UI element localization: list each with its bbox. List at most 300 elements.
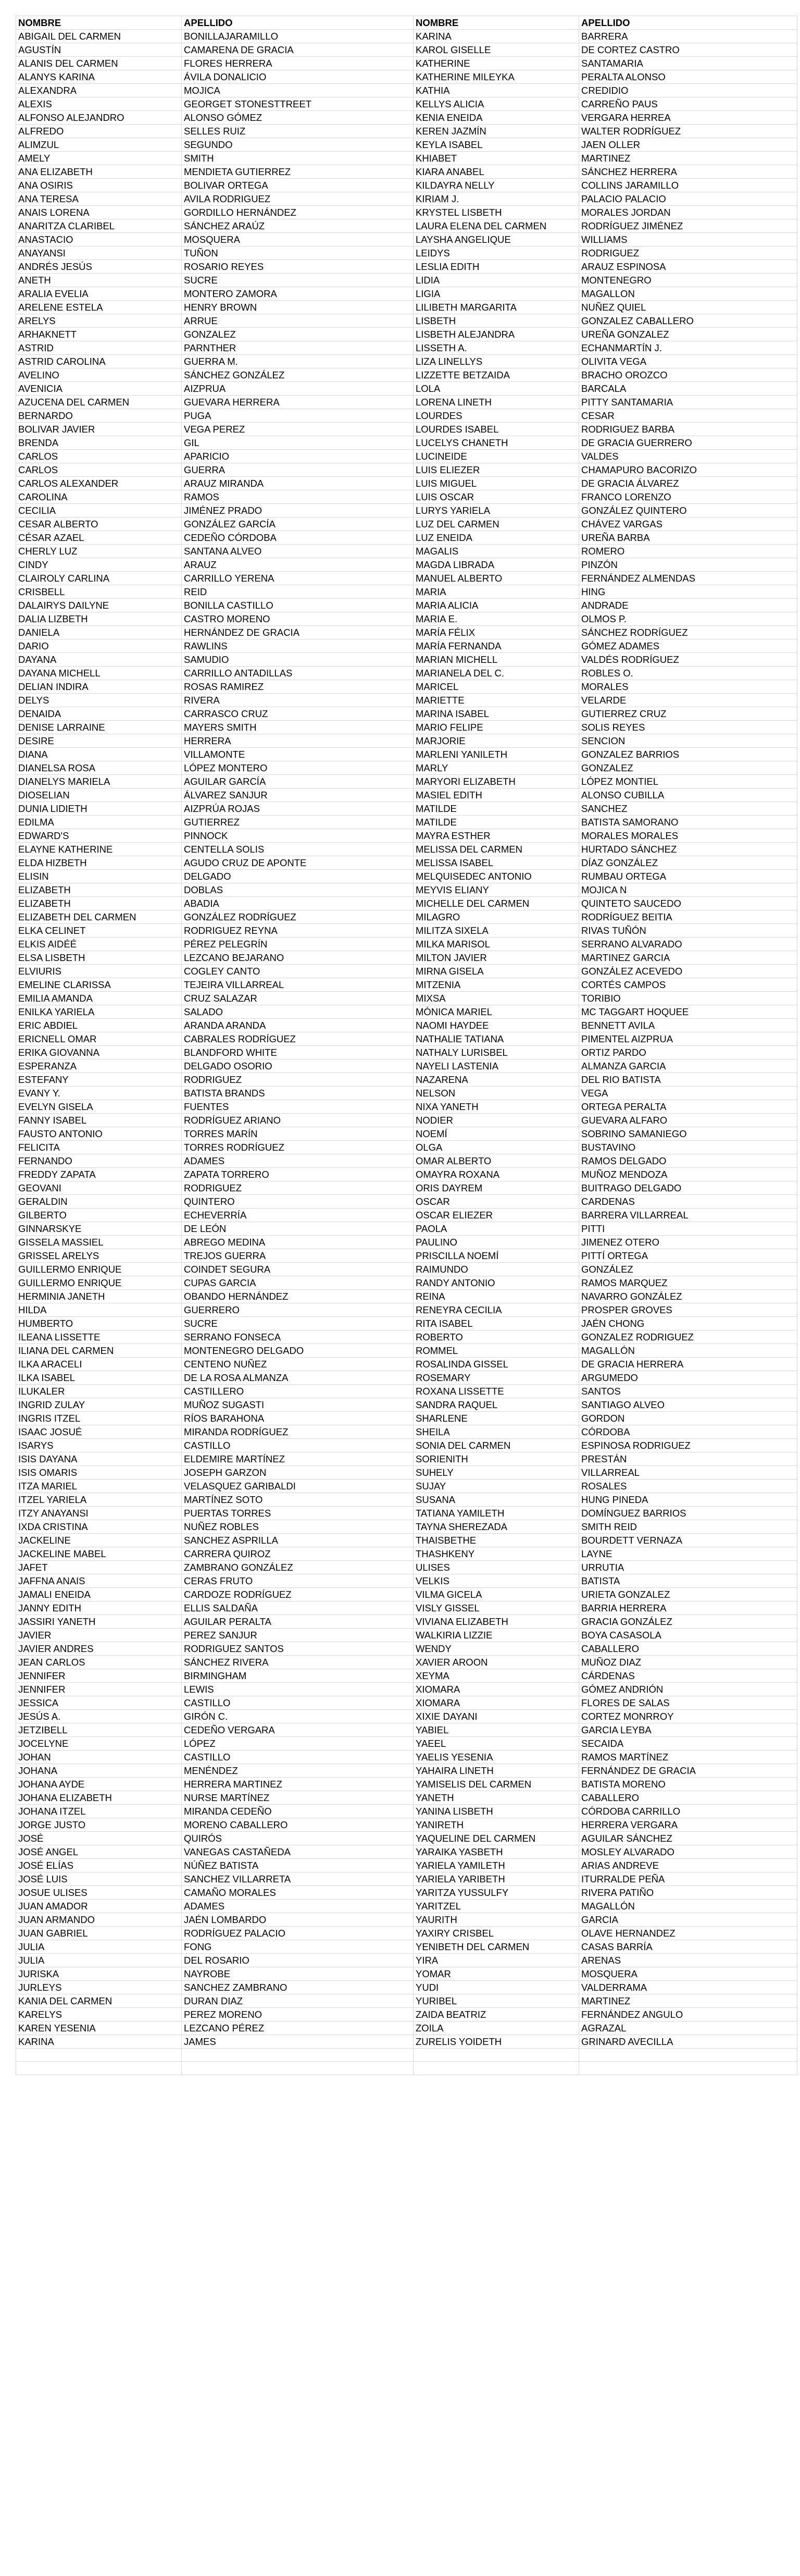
cell-apellido-right[interactable]: GÓMEZ ANDRIÓN [579,1683,797,1696]
cell-apellido-right[interactable]: SERRANO ALVARADO [579,938,797,951]
cell-apellido-right[interactable]: JAEN OLLER [579,138,797,152]
cell-apellido-right[interactable]: VALDES [579,450,797,463]
cell-nombre-left[interactable]: JOHANA ITZEL [16,1805,182,1818]
cell-apellido-left[interactable]: RODRÍGUEZ PALACIO [182,1927,414,1940]
cell-apellido-right[interactable]: GRACIA GONZÁLEZ [579,1615,797,1629]
cell-nombre-left[interactable]: AZUCENA DEL CARMEN [16,396,182,409]
cell-apellido-left[interactable]: ÁLVAREZ SANJUR [182,788,414,802]
cell-apellido-left[interactable]: VELASQUEZ GARIBALDI [182,1480,414,1493]
cell-apellido-right[interactable]: RAMOS MARQUEZ [579,1276,797,1290]
cell-apellido-right[interactable]: MAGALLON [579,287,797,301]
cell-apellido-left[interactable]: SAMUDIO [182,653,414,667]
cell-apellido-right[interactable]: ROBLES O. [579,667,797,680]
cell-apellido-right[interactable]: MOSLEY ALVARADO [579,1845,797,1859]
cell-nombre-left[interactable]: JEAN CARLOS [16,1656,182,1669]
cell-apellido-left[interactable]: DOBLAS [182,883,414,897]
cell-nombre-right[interactable]: MAGDA LIBRADA [414,558,579,572]
cell-nombre-right[interactable]: LUIS OSCAR [414,490,579,504]
cell-nombre-right[interactable]: KIRIAM J. [414,192,579,206]
cell-apellido-right[interactable]: BOURDETT VERNAZA [579,1534,797,1547]
cell-apellido-left[interactable]: SÁNCHEZ RIVERA [182,1656,414,1669]
cell-nombre-right[interactable]: NATHALY LURISBEL [414,1046,579,1059]
cell-nombre-right[interactable]: MILAGRO [414,910,579,924]
cell-apellido-left[interactable]: RODRIGUEZ SANTOS [182,1642,414,1656]
cell-nombre-right[interactable]: ROBERTO [414,1330,579,1344]
cell-nombre-left[interactable]: ANAYANSI [16,246,182,260]
cell-apellido-right[interactable]: LAYNE [579,1547,797,1561]
cell-apellido-left[interactable]: BIRMINGHAM [182,1669,414,1683]
cell-apellido-right[interactable]: GÓMEZ ADAMES [579,639,797,653]
cell-apellido-left[interactable]: CERAS FRUTO [182,1574,414,1588]
cell-apellido-right[interactable]: PIMENTEL AIZPRUA [579,1032,797,1046]
cell-nombre-right[interactable]: ORIS DAYREM [414,1181,579,1195]
cell-apellido-right[interactable]: GONZALEZ CABALLERO [579,314,797,328]
cell-nombre-left[interactable]: ESPERANZA [16,1059,182,1073]
cell-nombre-left[interactable]: JAMALI ENEIDA [16,1588,182,1601]
cell-nombre-right[interactable]: LUIS ELIEZER [414,463,579,477]
cell-nombre-left[interactable]: ANDRÉS JESÚS [16,260,182,274]
cell-apellido-left[interactable]: RODRÍGUEZ ARIANO [182,1114,414,1127]
cell-apellido-right[interactable]: CÓRDOBA [579,1425,797,1439]
cell-nombre-left[interactable]: JURISKA [16,1967,182,1981]
cell-nombre-right[interactable]: KATHIA [414,84,579,97]
cell-nombre-right[interactable]: WENDY [414,1642,579,1656]
cell-nombre-right[interactable]: THAISBETHE [414,1534,579,1547]
cell-nombre-left[interactable]: ISAAC JOSUÉ [16,1425,182,1439]
cell-apellido-left[interactable]: TEJEIRA VILLARREAL [182,978,414,992]
cell-nombre-left[interactable]: JESÚS A. [16,1710,182,1723]
cell-apellido-left[interactable]: LEZCANO PÉREZ [182,2022,414,2035]
cell-nombre-right[interactable]: OSCAR ELIEZER [414,1209,579,1222]
cell-apellido-right[interactable]: MONTENEGRO [579,274,797,287]
cell-nombre-right[interactable]: ROSALINDA GISSEL [414,1358,579,1371]
cell-nombre-left[interactable]: ANARITZA CLARIBEL [16,219,182,233]
cell-nombre-right[interactable]: ROMMEL [414,1344,579,1358]
cell-nombre-left[interactable]: JOCELYNE [16,1737,182,1751]
cell-nombre-right[interactable]: THASHKENY [414,1547,579,1561]
cell-nombre-left[interactable]: ILKA ARACELI [16,1358,182,1371]
cell-nombre-right[interactable]: REINA [414,1290,579,1303]
cell-apellido-right[interactable]: ITURRALDE PEÑA [579,1872,797,1886]
cell-apellido-right[interactable]: FLORES DE SALAS [579,1696,797,1710]
cell-apellido-left[interactable]: ALONSO GÓMEZ [182,111,414,125]
cell-apellido-right[interactable]: MORALES MORALES [579,829,797,843]
cell-apellido-right[interactable]: PITTI [579,1222,797,1236]
cell-nombre-left[interactable]: ISIS DAYANA [16,1452,182,1466]
cell-nombre-left[interactable]: JOSÉ LUIS [16,1872,182,1886]
cell-nombre-right[interactable]: TATIANA YAMILETH [414,1507,579,1520]
cell-apellido-right[interactable]: VALDERRAMA [579,1981,797,1994]
cell-nombre-right[interactable]: ROXANA LISSETTE [414,1385,579,1398]
cell-nombre-right[interactable]: LUCELYS CHANETH [414,436,579,450]
cell-apellido-left[interactable]: AIZPRÚA ROJAS [182,802,414,816]
cell-nombre-left[interactable]: JAFET [16,1561,182,1574]
cell-apellido-right[interactable]: CABALLERO [579,1642,797,1656]
cell-nombre-left[interactable]: INGRID ZULAY [16,1398,182,1412]
cell-apellido-left[interactable]: MARTÍNEZ SOTO [182,1493,414,1507]
cell-nombre-right[interactable]: MARIA [414,585,579,599]
cell-nombre-right[interactable]: MÓNICA MARIEL [414,1005,579,1019]
cell-nombre-left[interactable]: FAUSTO ANTONIO [16,1127,182,1141]
cell-apellido-left[interactable]: CEDEÑO VERGARA [182,1723,414,1737]
cell-nombre-left[interactable]: ELIZABETH [16,883,182,897]
cell-apellido-left[interactable]: SANCHEZ ZAMBRANO [182,1981,414,1994]
cell-nombre-left[interactable]: DENISE LARRAINE [16,721,182,734]
cell-nombre-left[interactable]: DALIA LIZBETH [16,612,182,626]
cell-nombre-left[interactable]: ELKIS AIDÉÉ [16,938,182,951]
cell-apellido-right[interactable]: RODRÍGUEZ BEITIA [579,910,797,924]
cell-apellido-right[interactable]: NAVARRO GONZÁLEZ [579,1290,797,1303]
cell-apellido-right[interactable]: FERNÁNDEZ ALMENDAS [579,572,797,585]
cell-nombre-right[interactable]: NATHALIE TATIANA [414,1032,579,1046]
cell-nombre-left[interactable]: ANA ELIZABETH [16,165,182,179]
cell-nombre-left[interactable]: ALEXIS [16,97,182,111]
cell-nombre-right[interactable]: MARIANELA DEL C. [414,667,579,680]
cell-nombre-left[interactable]: EVELYN GISELA [16,1100,182,1114]
cell-apellido-left[interactable]: MIRANDA RODRÍGUEZ [182,1425,414,1439]
cell-nombre-left[interactable]: EMILIA AMANDA [16,992,182,1005]
cell-apellido-left[interactable]: FONG [182,1940,414,1954]
cell-apellido-left[interactable]: DE LA ROSA ALMANZA [182,1371,414,1385]
cell-nombre-left[interactable]: GEOVANI [16,1181,182,1195]
cell-apellido-right[interactable]: WILLIAMS [579,233,797,246]
cell-apellido-right[interactable]: SÁNCHEZ HERRERA [579,165,797,179]
cell-nombre-right[interactable]: RENEYRA CECILIA [414,1303,579,1317]
cell-apellido-left[interactable]: NURSE MARTÍNEZ [182,1791,414,1805]
cell-nombre-right[interactable]: ROSEMARY [414,1371,579,1385]
cell-apellido-right[interactable]: ROMERO [579,545,797,558]
cell-apellido-left[interactable]: PUGA [182,409,414,423]
cell-nombre-right[interactable]: SHEILA [414,1425,579,1439]
cell-apellido-left[interactable]: DELGADO OSORIO [182,1059,414,1073]
cell-apellido-right[interactable]: MOSQUERA [579,1967,797,1981]
cell-nombre-left[interactable]: ERIKA GIOVANNA [16,1046,182,1059]
cell-apellido-left[interactable]: ZAMBRANO GONZÁLEZ [182,1561,414,1574]
cell-nombre-right[interactable]: MEYVIS ELIANY [414,883,579,897]
cell-apellido-right[interactable]: RIVAS TUÑÓN [579,924,797,938]
cell-nombre-left[interactable]: JENNIFER [16,1683,182,1696]
cell-nombre-right[interactable]: MARIETTE [414,694,579,707]
cell-apellido-left[interactable]: VANEGAS CASTAÑEDA [182,1845,414,1859]
cell-apellido-left[interactable]: ELDEMIRE MARTÍNEZ [182,1452,414,1466]
cell-nombre-right[interactable]: MILKA MARISOL [414,938,579,951]
cell-nombre-right[interactable]: LISBETH [414,314,579,328]
cell-nombre-right[interactable]: SHARLENE [414,1412,579,1425]
cell-nombre-left[interactable]: ERICNELL OMAR [16,1032,182,1046]
cell-nombre-left[interactable]: JANNY EDITH [16,1601,182,1615]
cell-nombre-right[interactable]: KRYSTEL LISBETH [414,206,579,219]
cell-nombre-right[interactable]: LIDIA [414,274,579,287]
cell-nombre-left[interactable]: JOHANA [16,1764,182,1778]
cell-nombre-left[interactable]: CARLOS [16,463,182,477]
cell-apellido-right[interactable]: CARREÑO PAUS [579,97,797,111]
cell-apellido-left[interactable]: GIL [182,436,414,450]
cell-nombre-left[interactable]: DENAIDA [16,707,182,721]
cell-apellido-left[interactable]: GUERRERO [182,1303,414,1317]
cell-apellido-left[interactable]: BONILLAJARAMILLO [182,30,414,43]
cell-nombre-left[interactable]: JULIA [16,1940,182,1954]
cell-nombre-left[interactable]: ARALIA EVELIA [16,287,182,301]
header-nombre-left[interactable]: NOMBRE [16,16,182,30]
cell-apellido-left[interactable]: MAYERS SMITH [182,721,414,734]
cell-nombre-right[interactable]: SUJAY [414,1480,579,1493]
cell-nombre-right[interactable]: MICHELLE DEL CARMEN [414,897,579,910]
cell-nombre-left[interactable]: ITZY ANAYANSI [16,1507,182,1520]
cell-apellido-left[interactable]: VILLAMONTE [182,748,414,761]
cell-nombre-right[interactable]: MANUEL ALBERTO [414,572,579,585]
cell-nombre-left[interactable]: JAVIER [16,1629,182,1642]
cell-nombre-right[interactable]: MELISSA ISABEL [414,856,579,870]
cell-nombre-left[interactable]: FERNANDO [16,1154,182,1168]
cell-apellido-left[interactable]: ARAUZ [182,558,414,572]
cell-apellido-right[interactable]: BUITRAGO DELGADO [579,1181,797,1195]
cell-apellido-right[interactable]: HING [579,585,797,599]
cell-apellido-left[interactable]: MENDIETA GUTIERREZ [182,165,414,179]
cell-nombre-left[interactable]: IXDA CRISTINA [16,1520,182,1534]
cell-apellido-right[interactable]: SANTIAGO ALVEO [579,1398,797,1412]
cell-apellido-left[interactable]: JIMÉNEZ PRADO [182,504,414,517]
cell-apellido-left[interactable]: CUPAS GARCIA [182,1276,414,1290]
cell-nombre-left[interactable]: KARELYS [16,2008,182,2022]
cell-nombre-right[interactable]: MASIEL EDITH [414,788,579,802]
cell-apellido-left[interactable]: PEREZ MORENO [182,2008,414,2022]
cell-apellido-right[interactable]: MUÑOZ DIAZ [579,1656,797,1669]
cell-nombre-right[interactable]: YAQUELINE DEL CARMEN [414,1832,579,1845]
cell-nombre-left[interactable]: JOSÉ [16,1832,182,1845]
cell-nombre-left[interactable]: ELIZABETH DEL CARMEN [16,910,182,924]
cell-apellido-right[interactable]: OLAVE HERNANDEZ [579,1927,797,1940]
cell-nombre-left[interactable]: ELVIURIS [16,965,182,978]
cell-apellido-right[interactable]: URIETA GONZALEZ [579,1588,797,1601]
cell-nombre-left[interactable]: ANA OSIRIS [16,179,182,192]
cell-apellido-left[interactable]: GUTIERREZ [182,816,414,829]
cell-apellido-right[interactable]: TORIBIO [579,992,797,1005]
cell-nombre-right[interactable]: MAGALIS [414,545,579,558]
cell-apellido-right[interactable]: VERGARA HERREA [579,111,797,125]
cell-apellido-right[interactable] [579,2062,797,2075]
cell-nombre-right[interactable]: NAYELI LASTENIA [414,1059,579,1073]
cell-nombre-right[interactable]: YAEEL [414,1737,579,1751]
cell-nombre-right[interactable]: LIZZETTE BETZAIDA [414,368,579,382]
cell-apellido-left[interactable]: HERNÁNDEZ DE GRACIA [182,626,414,639]
cell-nombre-left[interactable]: JUAN ARMANDO [16,1913,182,1927]
cell-nombre-left[interactable]: GILBERTO [16,1209,182,1222]
cell-nombre-left[interactable]: ARELYS [16,314,182,328]
cell-nombre-left[interactable]: DAYANA MICHELL [16,667,182,680]
cell-nombre-left[interactable]: GISSELA MASSIEL [16,1236,182,1249]
cell-nombre-right[interactable]: XIOMARA [414,1683,579,1696]
cell-nombre-right[interactable]: MARLY [414,761,579,775]
cell-apellido-left[interactable]: GONZALEZ [182,328,414,341]
cell-apellido-left[interactable]: NUÑEZ ROBLES [182,1520,414,1534]
cell-apellido-left[interactable]: CASTRO MORENO [182,612,414,626]
cell-nombre-right[interactable]: PRISCILLA NOEMÍ [414,1249,579,1263]
cell-apellido-right[interactable]: BOYA CASASOLA [579,1629,797,1642]
cell-nombre-left[interactable]: DUNIA LIDIETH [16,802,182,816]
cell-apellido-left[interactable]: FLORES HERRERA [182,57,414,70]
cell-apellido-left[interactable]: GEORGET STONESTTREET [182,97,414,111]
cell-apellido-left[interactable]: TORRES MARÍN [182,1127,414,1141]
cell-nombre-right[interactable]: RANDY ANTONIO [414,1276,579,1290]
cell-apellido-right[interactable]: ARGUMEDO [579,1371,797,1385]
cell-nombre-right[interactable]: KILDAYRA NELLY [414,179,579,192]
cell-nombre-right[interactable]: NOEMÍ [414,1127,579,1141]
cell-nombre-left[interactable]: ELISIN [16,870,182,883]
cell-nombre-left[interactable]: ALANIS DEL CARMEN [16,57,182,70]
cell-nombre-left[interactable]: GUILLERMO ENRIQUE [16,1263,182,1276]
cell-nombre-left[interactable]: BERNARDO [16,409,182,423]
cell-apellido-left[interactable]: CENTENO NUÑEZ [182,1358,414,1371]
cell-nombre-left[interactable]: ISIS OMARIS [16,1466,182,1480]
cell-nombre-left[interactable]: ILKA ISABEL [16,1371,182,1385]
cell-nombre-right[interactable]: NODIER [414,1114,579,1127]
cell-apellido-right[interactable]: QUINTETO SAUCEDO [579,897,797,910]
cell-apellido-left[interactable]: MOJICA [182,84,414,97]
cell-apellido-left[interactable]: PARNTHER [182,341,414,355]
cell-nombre-right[interactable]: MARIO FELIPE [414,721,579,734]
cell-nombre-right[interactable]: YOMAR [414,1967,579,1981]
cell-nombre-right[interactable]: YUDI [414,1981,579,1994]
cell-nombre-left[interactable]: DELYS [16,694,182,707]
cell-apellido-left[interactable]: COGLEY CANTO [182,965,414,978]
cell-nombre-right[interactable]: YARIELA YARIBETH [414,1872,579,1886]
cell-nombre-left[interactable]: JENNIFER [16,1669,182,1683]
cell-nombre-right[interactable]: KEREN JAZMÍN [414,125,579,138]
cell-apellido-right[interactable]: MUÑOZ MENDOZA [579,1168,797,1181]
cell-nombre-left[interactable]: CLAIROLY CARLINA [16,572,182,585]
cell-nombre-left[interactable]: JOSUE ULISES [16,1886,182,1900]
cell-nombre-left[interactable]: ASTRID [16,341,182,355]
cell-nombre-left[interactable]: JOHANA AYDE [16,1778,182,1791]
cell-apellido-left[interactable]: MIRANDA CEDEÑO [182,1805,414,1818]
cell-nombre-right[interactable]: LUIS MIGUEL [414,477,579,490]
cell-nombre-right[interactable]: RITA ISABEL [414,1317,579,1330]
cell-nombre-right[interactable]: RAIMUNDO [414,1263,579,1276]
cell-nombre-right[interactable]: ZOILA [414,2022,579,2035]
cell-nombre-left[interactable]: ELIZABETH [16,897,182,910]
header-apellido-right[interactable]: APELLIDO [579,16,797,30]
cell-apellido-right[interactable]: UREÑA GONZALEZ [579,328,797,341]
cell-nombre-left[interactable]: DIANELSA ROSA [16,761,182,775]
cell-apellido-right[interactable]: NUÑEZ QUIEL [579,301,797,314]
cell-apellido-left[interactable]: MORENO CABALLERO [182,1818,414,1832]
cell-nombre-left[interactable]: ANAIS LORENA [16,206,182,219]
cell-apellido-left[interactable]: SANTANA ALVEO [182,545,414,558]
cell-nombre-right[interactable]: SANDRA RAQUEL [414,1398,579,1412]
cell-nombre-right[interactable]: MARÍA FERNANDA [414,639,579,653]
cell-apellido-right[interactable]: FERNÁNDEZ DE GRACIA [579,1764,797,1778]
cell-nombre-left[interactable]: EVANY Y. [16,1087,182,1100]
cell-apellido-left[interactable]: ARANDA ARANDA [182,1019,414,1032]
cell-apellido-right[interactable]: CÁRDENAS [579,1669,797,1683]
cell-nombre-right[interactable]: TAYNA SHEREZADA [414,1520,579,1534]
cell-apellido-left[interactable]: HENRY BROWN [182,301,414,314]
cell-nombre-right[interactable]: NAZARENA [414,1073,579,1087]
cell-nombre-right[interactable]: LILIBETH MARGARITA [414,301,579,314]
cell-nombre-right[interactable]: MILTON JAVIER [414,951,579,965]
cell-nombre-left[interactable]: ANASTACIO [16,233,182,246]
cell-apellido-left[interactable]: GONZÁLEZ RODRÍGUEZ [182,910,414,924]
cell-apellido-right[interactable]: ARAUZ ESPINOSA [579,260,797,274]
cell-apellido-right[interactable]: MARTINEZ [579,152,797,165]
cell-apellido-left[interactable]: MONTERO ZAMORA [182,287,414,301]
cell-nombre-right[interactable]: LUZ ENEIDA [414,531,579,545]
cell-apellido-right[interactable]: PRESTÁN [579,1452,797,1466]
cell-nombre-right[interactable]: NAOMI HAYDEE [414,1019,579,1032]
cell-apellido-right[interactable]: RAMOS DELGADO [579,1154,797,1168]
cell-apellido-right[interactable]: MOJICA N [579,883,797,897]
cell-apellido-right[interactable]: GONZÁLEZ ACEVEDO [579,965,797,978]
cell-nombre-left[interactable]: FREDDY ZAPATA [16,1168,182,1181]
cell-nombre-right[interactable]: LIGIA [414,287,579,301]
cell-apellido-right[interactable]: GRINARD AVECILLA [579,2035,797,2049]
cell-apellido-left[interactable]: ABREGO MEDINA [182,1236,414,1249]
cell-nombre-left[interactable]: EDILMA [16,816,182,829]
cell-nombre-right[interactable]: LISSETH A. [414,341,579,355]
cell-apellido-right[interactable]: GORDON [579,1412,797,1425]
cell-apellido-right[interactable]: DEL RIO BATISTA [579,1073,797,1087]
cell-apellido-right[interactable]: PINZÓN [579,558,797,572]
cell-nombre-left[interactable]: ALEXANDRA [16,84,182,97]
cell-apellido-left[interactable]: LÓPEZ [182,1737,414,1751]
cell-nombre-right[interactable]: MARÍA FÉLIX [414,626,579,639]
cell-apellido-left[interactable]: DEL ROSARIO [182,1954,414,1967]
cell-nombre-right[interactable]: MARIA E. [414,612,579,626]
cell-apellido-left[interactable]: ARRUE [182,314,414,328]
cell-nombre-left[interactable]: KARINA [16,2035,182,2049]
cell-apellido-left[interactable]: SALADO [182,1005,414,1019]
cell-nombre-left[interactable]: ILEANA LISSETTE [16,1330,182,1344]
cell-nombre-right[interactable]: LUZ DEL CARMEN [414,517,579,531]
cell-nombre-right[interactable]: KATHERINE MILEYKA [414,70,579,84]
cell-apellido-left[interactable]: NAYROBE [182,1967,414,1981]
cell-nombre-right[interactable]: XAVIER AROON [414,1656,579,1669]
cell-nombre-right[interactable]: YARAIKA YASBETH [414,1845,579,1859]
cell-nombre-left[interactable]: DANIELA [16,626,182,639]
cell-nombre-right[interactable]: ZURELIS YOIDETH [414,2035,579,2049]
cell-nombre-left[interactable]: JOHAN [16,1751,182,1764]
cell-apellido-right[interactable]: BARRERA [579,30,797,43]
cell-nombre-left[interactable]: ENILKA YARIELA [16,1005,182,1019]
cell-nombre-left[interactable]: CINDY [16,558,182,572]
cell-apellido-left[interactable]: SERRANO FONSECA [182,1330,414,1344]
cell-apellido-right[interactable]: MAGALLÓN [579,1344,797,1358]
cell-apellido-left[interactable]: CABRALES RODRÍGUEZ [182,1032,414,1046]
cell-apellido-left[interactable]: RAMOS [182,490,414,504]
cell-nombre-left[interactable]: GUILLERMO ENRIQUE [16,1276,182,1290]
cell-apellido-left[interactable]: ROSARIO REYES [182,260,414,274]
cell-apellido-right[interactable]: ANDRADE [579,599,797,612]
cell-apellido-left[interactable]: SEGUNDO [182,138,414,152]
cell-nombre-left[interactable]: DIANA [16,748,182,761]
cell-nombre-left[interactable]: AGUSTÍN [16,43,182,57]
cell-nombre-right[interactable]: YAXIRY CRISBEL [414,1927,579,1940]
cell-nombre-right[interactable]: MATILDE [414,802,579,816]
cell-apellido-right[interactable]: ESPINOSA RODRIGUEZ [579,1439,797,1452]
cell-nombre-left[interactable]: BRENDA [16,436,182,450]
cell-nombre-left[interactable]: DAYANA [16,653,182,667]
cell-apellido-right[interactable]: PITTY SANTAMARIA [579,396,797,409]
cell-apellido-left[interactable]: GUERRA [182,463,414,477]
cell-nombre-left[interactable]: AMELY [16,152,182,165]
cell-apellido-left[interactable]: DE LEÓN [182,1222,414,1236]
cell-nombre-right[interactable]: MELISSA DEL CARMEN [414,843,579,856]
cell-apellido-right[interactable]: MAGALLÓN [579,1900,797,1913]
cell-apellido-right[interactable]: HERRERA VERGARA [579,1818,797,1832]
cell-apellido-left[interactable]: TREJOS GUERRA [182,1249,414,1263]
cell-nombre-right[interactable]: KELLYS ALICIA [414,97,579,111]
cell-nombre-left[interactable]: DESIRE [16,734,182,748]
